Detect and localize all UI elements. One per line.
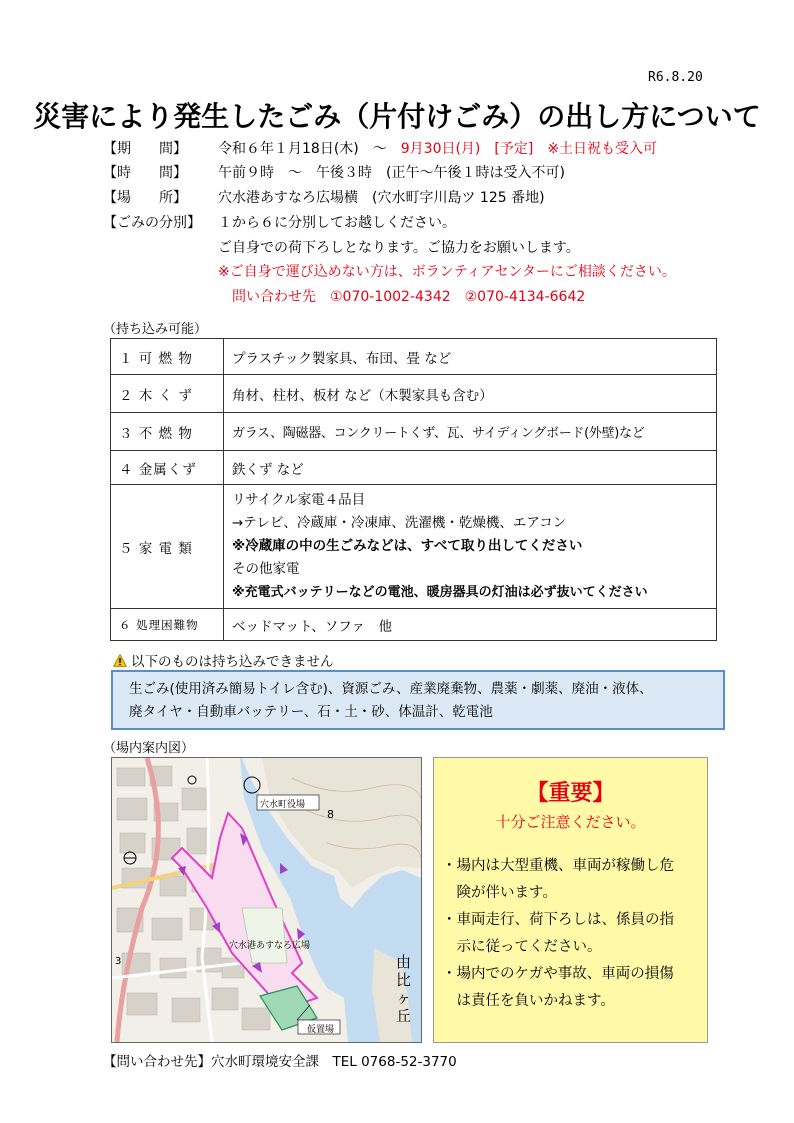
map-section-label: （場内案内図） bbox=[103, 741, 195, 756]
description-cell: 角材、柱材、板材 など（木製家具も含む） bbox=[224, 375, 717, 413]
time-label: 【時 間】 bbox=[103, 165, 187, 181]
plaza-label: 穴水港あすなろ広場 bbox=[229, 941, 311, 951]
description-cell: ガラス、陶磁器、コンクリートくず、瓦、サイディングボード(外壁)など bbox=[224, 413, 717, 451]
prohibited-box bbox=[111, 670, 725, 730]
place-value: 穴水港あすなろ広場横 (穴水町字川島ツ 125 番地) bbox=[218, 190, 545, 206]
appliance-line: その他家電 bbox=[232, 561, 300, 577]
category-cell: ４ 金属くず bbox=[111, 451, 224, 485]
bullet-line: ・車両走行、荷下ろしは、係員の指 bbox=[442, 912, 674, 928]
bullet-line: ・場内は大型重機、車両が稼働し危 bbox=[442, 858, 674, 874]
bullet-line: は責任を負いかねます。 bbox=[442, 993, 615, 1009]
table-row bbox=[111, 375, 717, 413]
sort-line3: ※ご自身で運び込めない方は、ボランティアセンターにご相談ください。 bbox=[218, 264, 676, 280]
time-row bbox=[103, 162, 565, 182]
map-number-8: 8 bbox=[327, 808, 334, 821]
prohibited-heading-row bbox=[113, 650, 334, 670]
important-heading: 【重要】 bbox=[526, 781, 615, 806]
site-map bbox=[111, 757, 422, 1043]
sort-line2: ご自身での荷下ろしとなります。ご協力をお願いします。 bbox=[218, 240, 580, 256]
warning-icon bbox=[113, 654, 127, 667]
accepted-section-label: （持ち込み可能） bbox=[103, 322, 208, 337]
important-bullets bbox=[442, 853, 674, 1015]
important-subheading: 十分ご注意ください。 bbox=[495, 813, 646, 831]
category-cell: ２ 木 く ず bbox=[111, 375, 224, 413]
prohibited-line2: 廃タイヤ・自動車バッテリー、石・土・砂、体温計、乾電池 bbox=[129, 704, 493, 720]
period-start: 令和６年１月18日(木) ～ bbox=[218, 141, 401, 157]
appliance-line: リサイクル家電４品目 bbox=[232, 492, 366, 508]
period-end: 9月30日(月) [予定] ※土日祝も受入可 bbox=[400, 141, 658, 157]
appliance-warning: ※冷蔵庫の中の生ごみなどは、すべて取り出してください bbox=[232, 538, 583, 554]
hill-label: 由比ヶ丘 bbox=[396, 953, 412, 1025]
sort-row bbox=[103, 212, 456, 232]
table-row bbox=[111, 451, 717, 485]
place-label: 【場 所】 bbox=[103, 190, 187, 206]
bullet-line: 示に従ってください。 bbox=[442, 939, 602, 955]
sort-label: 【ごみの分別】 bbox=[103, 215, 201, 231]
prohibited-line1: 生ごみ(使用済み簡易トイレ含む)、資源ごみ、産業廃棄物、農薬・劇薬、廃油・液体、 bbox=[129, 681, 653, 697]
bullet-line: 険が伴います。 bbox=[442, 885, 557, 901]
period-row bbox=[103, 138, 657, 158]
category-cell: ５ 家 電 類 bbox=[111, 485, 224, 609]
temp-storage-label: 仮置場 bbox=[307, 1025, 335, 1035]
prohibited-heading: 以下のものは持ち込みできません bbox=[131, 654, 334, 670]
description-cell bbox=[224, 485, 717, 609]
contact-line: 問い合わせ先 ①070-1002-4342 ②070-4134-6642 bbox=[232, 289, 586, 305]
description-cell: 鉄くず など bbox=[224, 451, 717, 485]
category-cell: １ 可 燃 物 bbox=[111, 339, 224, 375]
accepted-items-table bbox=[110, 338, 717, 641]
page-title: 災害により発生したごみ（片付けごみ）の出し方について bbox=[33, 100, 761, 133]
appliance-line: →テレビ、冷蔵庫・冷凍庫、洗濯機・乾燥機、エアコン bbox=[232, 515, 567, 531]
table-row bbox=[111, 339, 717, 375]
table-row bbox=[111, 485, 717, 609]
map-number-3: 3 bbox=[115, 956, 122, 967]
table-row bbox=[111, 413, 717, 451]
category-cell: ３ 不 燃 物 bbox=[111, 413, 224, 451]
appliance-warning: ※充電式バッテリーなどの電池、暖房器具の灯油は必ず抜いてください bbox=[232, 585, 648, 600]
bullet-line: ・場内でのケガや事故、車両の損傷 bbox=[442, 966, 674, 982]
period-label: 【期 間】 bbox=[103, 141, 187, 157]
townhall-label: 穴水町役場 bbox=[260, 800, 306, 810]
description-cell: プラスチック製家具、布団、畳 など bbox=[224, 339, 717, 375]
category-cell: ６ 処理困難物 bbox=[111, 609, 224, 641]
table-row bbox=[111, 609, 717, 641]
issue-date: R6.8.20 bbox=[648, 70, 703, 85]
place-row bbox=[103, 187, 545, 207]
footer-contact: 【問い合わせ先】穴水町環境安全課 TEL 0768-52-3770 bbox=[103, 1054, 457, 1070]
time-value: 午前９時 ～ 午後３時 (正午～午後１時は受入不可) bbox=[218, 165, 565, 181]
important-box bbox=[433, 757, 708, 1043]
description-cell: ベッドマット、ソファ 他 bbox=[224, 609, 717, 641]
sort-line1: １から６に分別してお越しください。 bbox=[218, 215, 456, 231]
